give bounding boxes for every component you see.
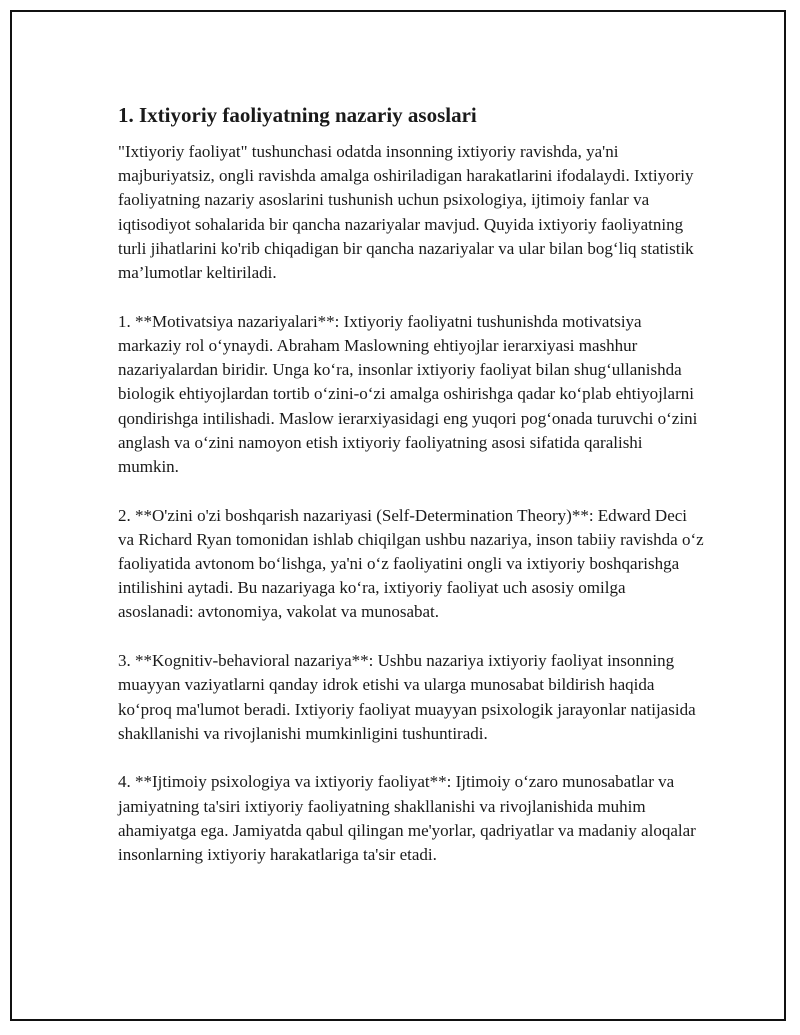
intro-paragraph: "Ixtiyoriy faoliyat" tushunchasi odatda insonning ixtiyoriy ravishda, ya'ni majburiyatsiz, ongli ravishda amalga oshiriladigan harakatlarini ifodalaydi. Ixtiyoriy faoliyatning nazariy asoslarini tushunish uchun psixologiya, ijtimoiy fanlar va iqtisodiyot sohalarida bir qancha nazariyalar mavjud. Quyida ixtiyoriy faoliyatning turli jihatlarini ko'rib chiqadigan bir qancha nazariyalar va ular bilan bog‘liq statistik ma’lumotlar keltiriladi. <box>118 142 694 283</box>
document-body <box>118 100 704 867</box>
section-heading: 1. Ixtiyoriy faoliyatning nazariy asoslari <box>118 103 477 127</box>
paragraph-motivation-theories: 1. **Motivatsiya nazariyalari**: Ixtiyoriy faoliyatni tushunishda motivatsiya markaziy rol o‘ynaydi. Abraham Maslowning ehtiyojlar ierarxiyasi mashhur nazariyalardan biridir. Unga ko‘ra, insonlar ixtiyoriy faoliyat bilan shug‘ullanishda biologik ehtiyojlardan tortib o‘zini-o‘zi amalga oshirishga qadar ko‘plab ehtiyojlarni qondirishga intilishadi. Maslow ierarxiyasidagi eng yuqori pog‘onada turuvchi o‘zini anglash va o‘zini namoyon etish ixtiyoriy faoliyatning asosi sifatida qaralishi mumkin. <box>118 311 698 476</box>
paragraph-social-psychology: 4. **Ijtimoiy psixologiya va ixtiyoriy faoliyat**: Ijtimoiy o‘zaro munosabatlar va jamiyatning ta'siri ixtiyoriy faoliyatning shakllanishi va rivojlanishida muhim ahamiyatga ega. Jamiyatda qabul qilingan me'yorlar, qadriyatlar va madaniy aloqalar insonlarning ixtiyoriy harakatlariga ta'sir etadi. <box>118 772 696 865</box>
paragraph-self-determination-theory: 2. **O'zini o'zi boshqarish nazariyasi (Self-Determination Theory)**: Edward Deci va Richard Ryan tomonidan ishlab chiqilgan ushbu nazariya, inson tabiiy ravishda o‘z faoliyatida avtonom bo‘lishga, ya'ni o‘z faoliyatini ongli va ixtiyoriy boshqarishga intilishini aytadi. Bu nazariyaga ko‘ra, ixtiyoriy faoliyat uch asosiy omilga asoslanadi: avtonomiya, vakolat va munosabat. <box>118 505 704 622</box>
paragraph-cognitive-behavioral-theory: 3. **Kognitiv-behavioral nazariya**: Ushbu nazariya ixtiyoriy faoliyat insonning muayyan vaziyatlarni qanday idrok etishi va ularga munosabat bildirish haqida ko‘proq ma'lumot beradi. Ixtiyoriy faoliyat muayyan psixologik jarayonlar natijasida shakllanishi va rivojlanishi mumkinligini tushuntiradi. <box>118 651 696 743</box>
document-page <box>10 10 786 1021</box>
